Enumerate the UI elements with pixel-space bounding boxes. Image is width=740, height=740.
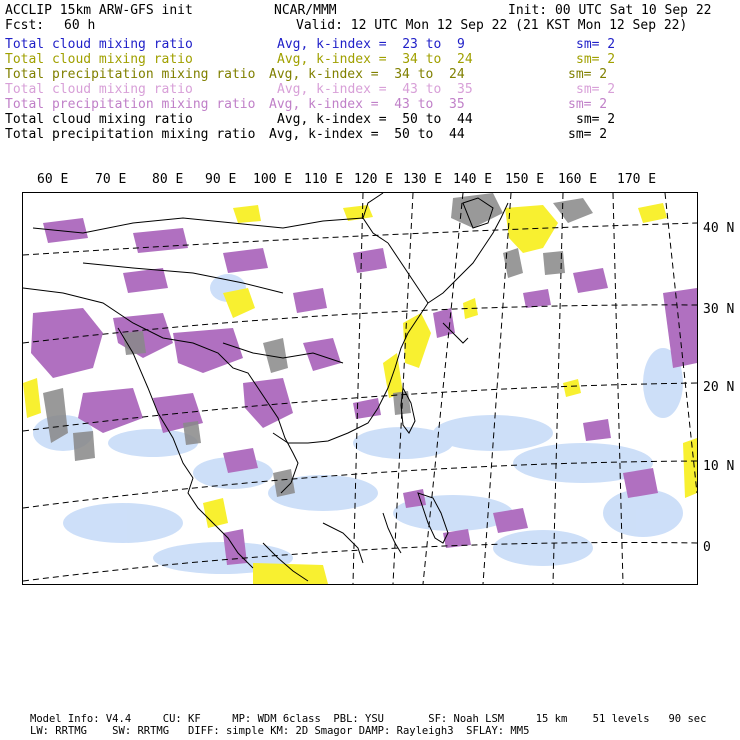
field-6-sm: sm= 2 xyxy=(576,112,616,127)
lon-label-60e: 60 E xyxy=(37,172,69,187)
field-3-sm: sm= 2 xyxy=(568,67,608,82)
lon-label-130e: 130 E xyxy=(403,172,443,187)
field-1-avg: Avg, k-index = 23 to 9 xyxy=(277,37,465,52)
lat-label-0: 0 xyxy=(703,540,711,555)
lon-label-70e: 70 E xyxy=(95,172,127,187)
init-time: Init: 00 UTC Sat 10 Sep 22 xyxy=(508,3,712,18)
org-label: NCAR/MMM xyxy=(274,3,337,18)
field-4-name: Total cloud mixing ratio xyxy=(5,82,193,97)
lat-label-10n: 10 N xyxy=(703,459,735,474)
field-1-sm: sm= 2 xyxy=(576,37,616,52)
lat-label-40n: 40 N xyxy=(703,221,735,236)
field-5-name: Total precipitation mixing ratio xyxy=(5,97,256,112)
lon-label-150e: 150 E xyxy=(505,172,545,187)
field-6-avg: Avg, k-index = 50 to 44 xyxy=(277,112,473,127)
lon-label-140e: 140 E xyxy=(453,172,493,187)
field-3-avg: Avg, k-index = 34 to 24 xyxy=(269,67,465,82)
lat-label-30n: 30 N xyxy=(703,302,735,317)
lon-label-100e: 100 E xyxy=(253,172,293,187)
field-shading xyxy=(23,193,697,584)
forecast-label: Fcst: xyxy=(5,18,45,33)
field-1-name: Total cloud mixing ratio xyxy=(5,37,193,52)
lon-label-90e: 90 E xyxy=(205,172,237,187)
field-7-sm: sm= 2 xyxy=(568,127,608,142)
forecast-hour: 60 h xyxy=(64,18,96,33)
model-info-line-1: Model Info: V4.4 CU: KF MP: WDM 6class PBL: YSU SF: Noah LSM 15 km 51 levels 90 sec xyxy=(30,713,707,725)
field-5-sm: sm= 2 xyxy=(568,97,608,112)
lon-label-80e: 80 E xyxy=(152,172,184,187)
field-3-name: Total precipitation mixing ratio xyxy=(5,67,256,82)
field-5-avg: Avg, k-index = 43 to 35 xyxy=(269,97,465,112)
field-2-name: Total cloud mixing ratio xyxy=(5,52,193,67)
lat-label-20n: 20 N xyxy=(703,380,735,395)
field-2-sm: sm= 2 xyxy=(576,52,616,67)
field-7-name: Total precipitation mixing ratio xyxy=(5,127,256,142)
field-6-name: Total cloud mixing ratio xyxy=(5,112,193,127)
map-panel xyxy=(22,192,698,585)
model-info-line-2: LW: RRTMG SW: RRTMG DIFF: simple KM: 2D Smagor DAMP: Rayleigh3 SFLAY: MM5 xyxy=(30,725,530,737)
field-2-avg: Avg, k-index = 34 to 24 xyxy=(277,52,473,67)
valid-time: Valid: 12 UTC Mon 12 Sep 22 (21 KST Mon 12 Sep 22) xyxy=(296,18,688,33)
field-4-avg: Avg, k-index = 43 to 35 xyxy=(277,82,473,97)
lon-label-120e: 120 E xyxy=(354,172,394,187)
field-4-sm: sm= 2 xyxy=(576,82,616,97)
field-7-avg: Avg, k-index = 50 to 44 xyxy=(269,127,465,142)
lon-label-160e: 160 E xyxy=(558,172,598,187)
lon-label-110e: 110 E xyxy=(304,172,344,187)
lon-label-170e: 170 E xyxy=(617,172,657,187)
map-title: ACCLIP 15km ARW-GFS init xyxy=(5,3,193,18)
